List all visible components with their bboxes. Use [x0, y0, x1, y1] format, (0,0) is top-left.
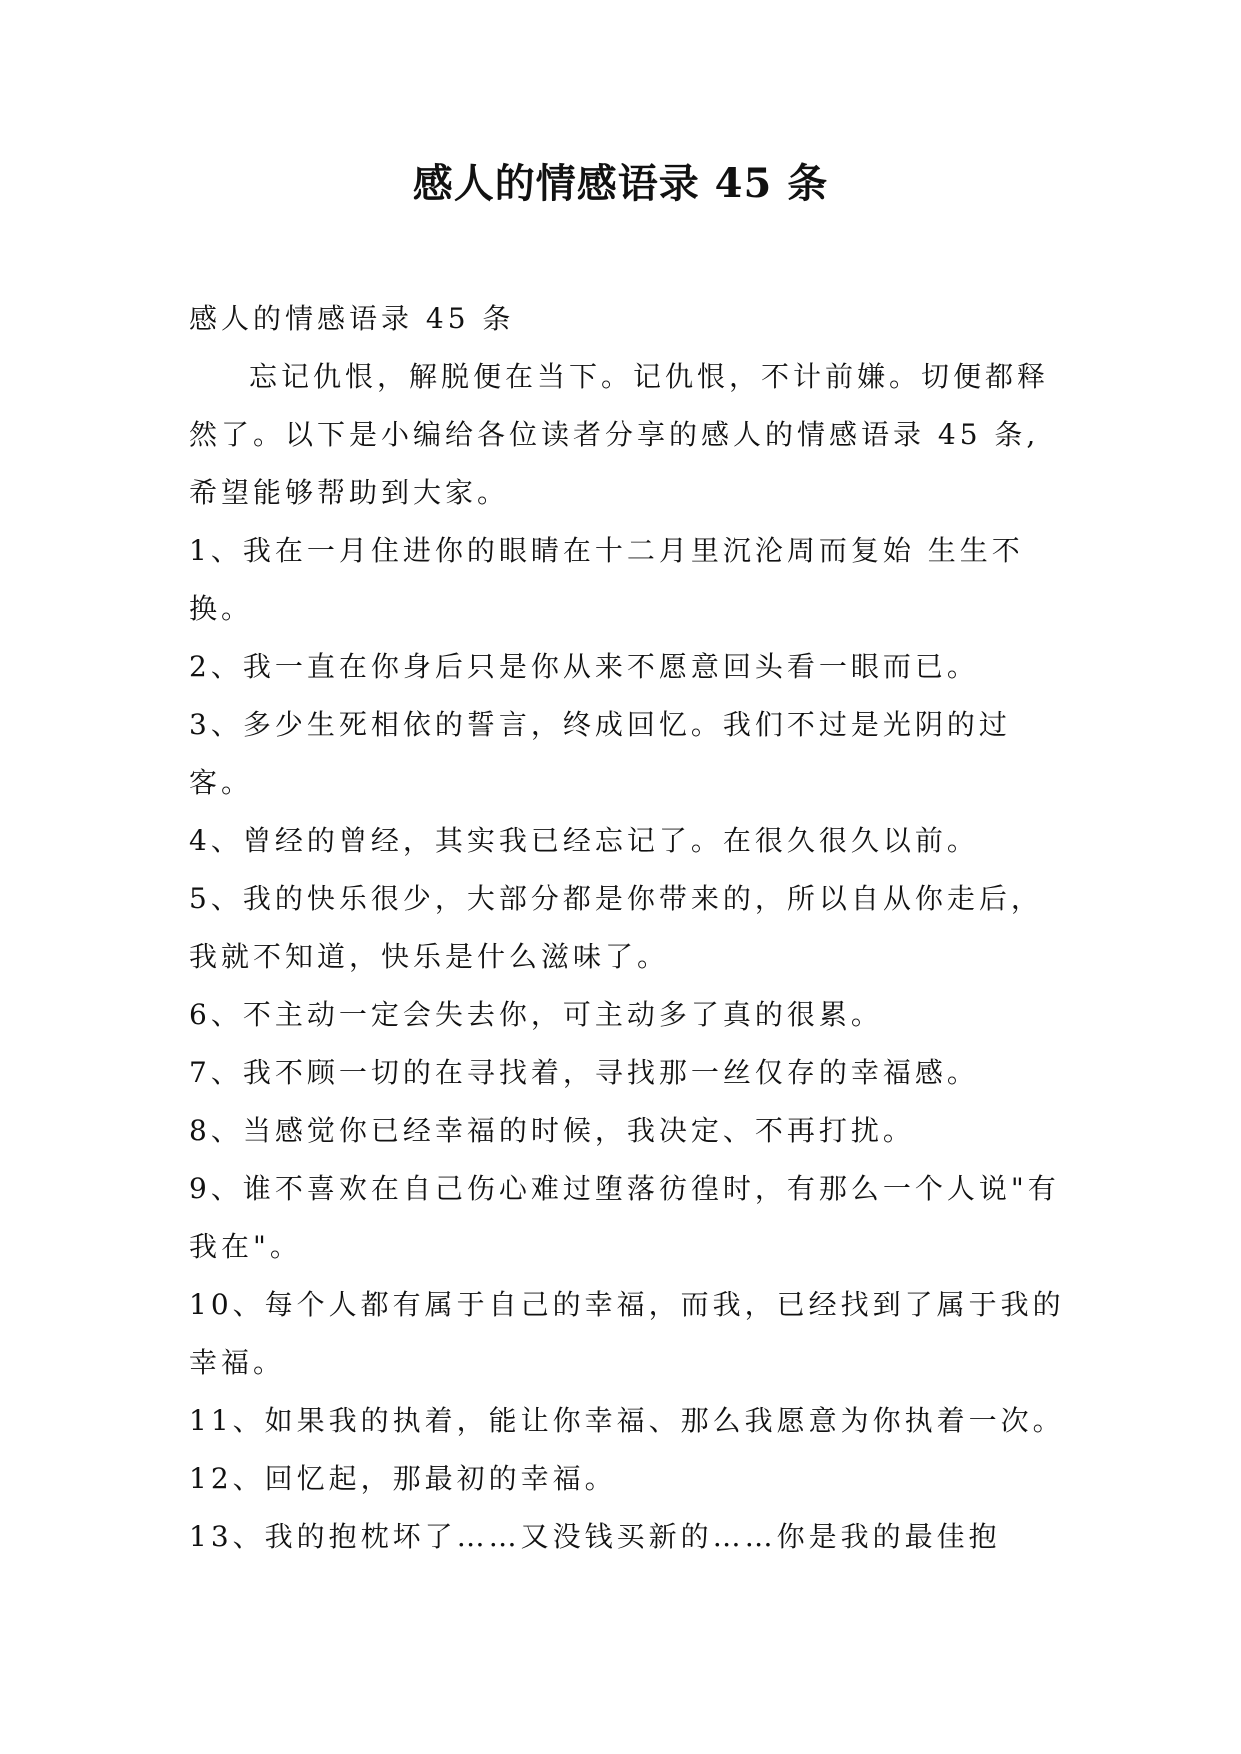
quote-item: 2、我一直在你身后只是你从来不愿意回头看一眼而已。 [189, 650, 979, 683]
intro-paragraph: 忘记仇恨，解脱便在当下。记仇恨，不计前嫌。切便都释然了。以下是小编给各位读者分享的感人的情感语录 45 条,希望能够帮助到大家。 [189, 360, 1050, 509]
quote-item: 13、我的抱枕坏了……又没钱买新的……你是我的最佳抱 [189, 1520, 1001, 1553]
quote-item: 8、当感觉你已经幸福的时候，我决定、不再打扰。 [189, 1114, 915, 1147]
quote-item: 4、曾经的曾经，其实我已经忘记了。在很久很久以前。 [189, 824, 979, 857]
quote-item: 10、每个人都有属于自己的幸福，而我，已经找到了属于我的幸福。 [189, 1288, 1065, 1379]
section-heading: 感人的情感语录 45 条 [189, 302, 515, 335]
quote-item: 12、回忆起，那最初的幸福。 [189, 1462, 617, 1495]
quote-item: 3、多少生死相依的誓言，终成回忆。我们不过是光阴的过客。 [189, 708, 1011, 799]
quote-item: 7、我不顾一切的在寻找着，寻找那一丝仅存的幸福感。 [189, 1056, 979, 1089]
quote-item: 11、如果我的执着，能让你幸福、那么我愿意为你执着一次。 [189, 1404, 1065, 1437]
quote-item: 5、我的快乐很少，大部分都是你带来的，所以自从你走后，我就不知道，快乐是什么滋味了。 [189, 882, 1043, 973]
document-body [189, 290, 1069, 1566]
document-title: 感人的情感语录 45 条 [412, 160, 829, 207]
quote-item: 1、我在一月住进你的眼睛在十二月里沉沦周而复始 生生不换。 [189, 534, 1024, 625]
quote-item: 9、谁不喜欢在自己伤心难过堕落彷徨时，有那么一个人说"有我在"。 [189, 1172, 1060, 1263]
quote-item: 6、不主动一定会失去你，可主动多了真的很累。 [189, 998, 883, 1031]
